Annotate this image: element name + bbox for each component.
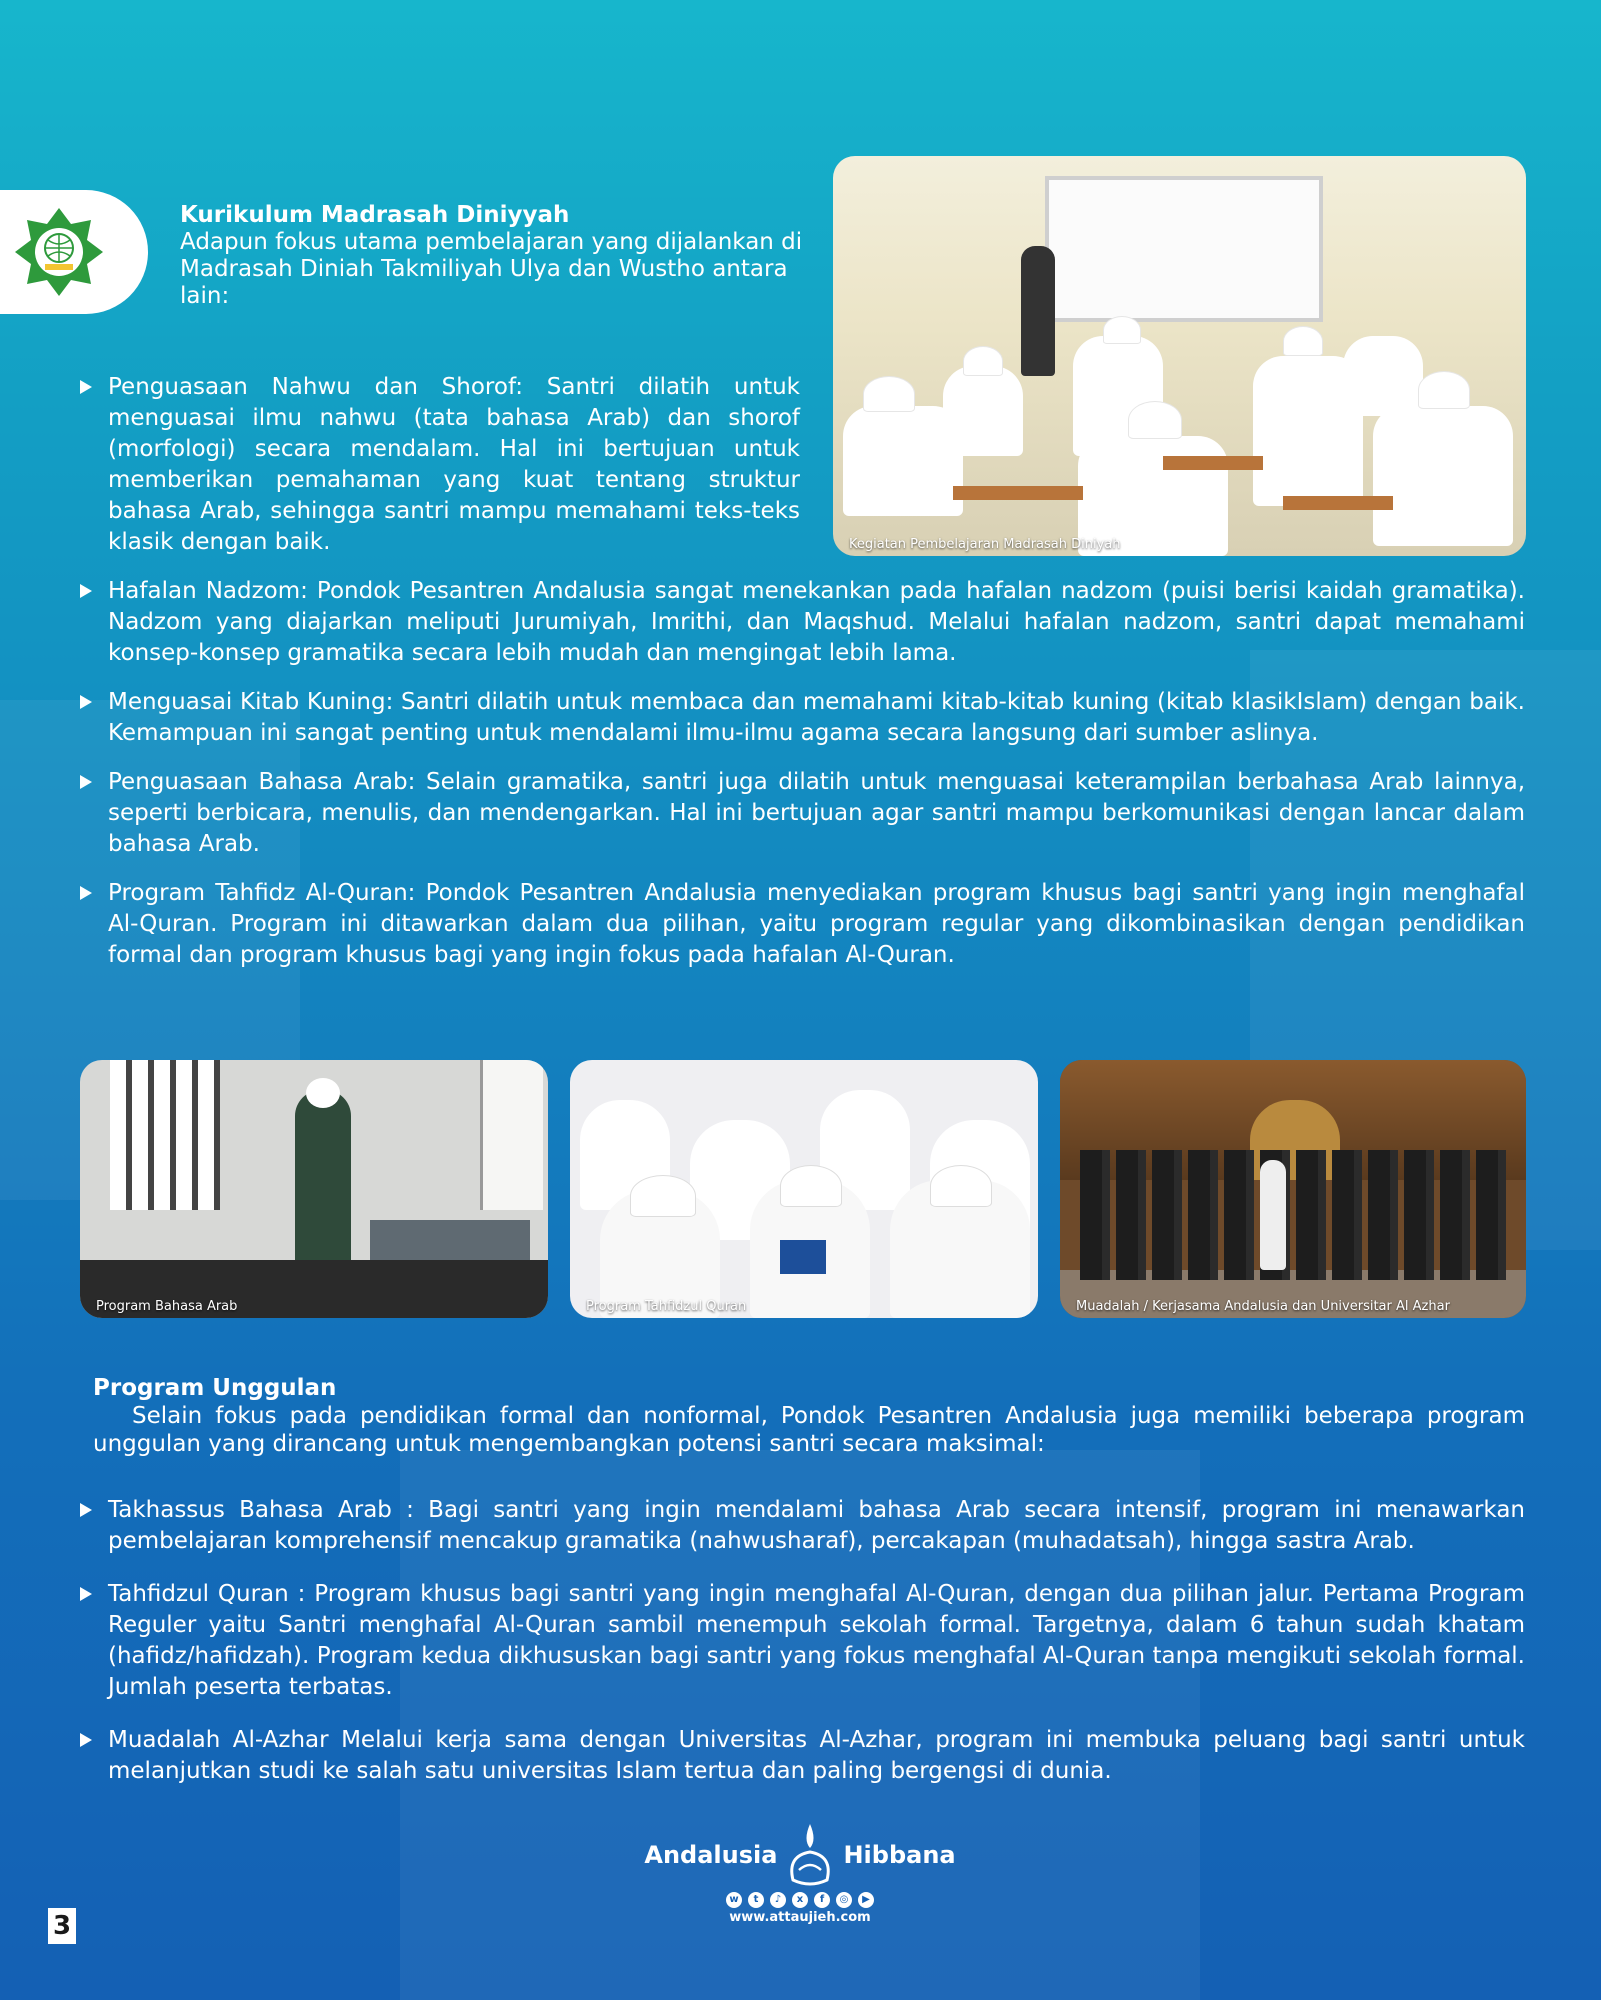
whatsapp-icon[interactable]: w — [726, 1892, 742, 1908]
list-item: Tahfidzul Quran : Program khusus bagi santri yang ingin menghafal Al-Quran, dengan dua pilihan jalur. Pertama Program Reguler yaitu Santri menghafal Al-Quran sambil menempuh sekolah formal. Targetnya, dalam 6 tahun sudah khatam (hafidz/hafidzah). Program kedua dikhususkan bagi santri yang fokus menghafal Al-Quran tanpa mengikuti sekolah formal. Jumlah peserta terbatas. — [80, 1579, 1525, 1703]
curriculum-bullet-list-top — [80, 372, 800, 558]
photo-caption: Program Bahasa Arab — [96, 1299, 238, 1314]
curriculum-intro-text: Adapun fokus utama pembelajaran yang dijalankan di Madrasah Diniah Takmiliyah Ulya dan Wustho antara lain: — [180, 229, 803, 309]
photo-caption: Program Tahfidzul Quran — [586, 1299, 747, 1314]
footer-brand — [600, 1820, 1000, 1925]
calligraphy-logo-icon — [785, 1820, 835, 1890]
list-item: Hafalan Nadzom: Pondok Pesantren Andalusia sangat menekankan pada hafalan nadzom (puisi berisi kaidah gramatika). Nadzom yang diajarkan meliputi Jurumiyah, Imrithi, dan Maqshud. Melalui hafalan nadzom, santri dapat memahami konsep-konsep gramatika secara lebih mudah dan mengingat lebih lama. — [80, 576, 1525, 669]
whiteboard — [1045, 176, 1323, 322]
photo-caption: Kegiatan Pembelajaran Madrasah Diniyah — [849, 537, 1121, 552]
list-item: Menguasai Kitab Kuning: Santri dilatih untuk membaca dan memahami kitab-kitab kuning (kitab klasikIslam) dengan baik. Kemampuan ini sangat penting untuk mendalami ilmu-ilmu agama secara langsung dari sumber aslinya. — [80, 687, 1525, 749]
photo-tahfidz-program — [570, 1060, 1038, 1318]
featured-intro-text: Selain fokus pada pendidikan formal dan nonformal, Pondok Pesantren Andalusia juga memiliki beberapa program unggulan yang dirancang untuk mengembangkan potensi santri secara maksimal: — [93, 1403, 1525, 1457]
photo-alazhar-cooperation — [1060, 1060, 1526, 1318]
youtube-icon[interactable]: ▶ — [858, 1892, 874, 1908]
bullet-arrow-icon — [80, 775, 92, 789]
social-icons — [600, 1892, 1000, 1908]
bullet-arrow-icon — [80, 584, 92, 598]
teacher-figure — [1021, 246, 1055, 376]
list-item: Penguasaan Bahasa Arab: Selain gramatika, santri juga dilatih untuk menguasai keterampilan berbahasa Arab lainnya, seperti berbicara, menulis, dan mendengarkan. Hal ini bertujuan agar santri mampu berkomunikasi dengan lancar dalam bahasa Arab. — [80, 767, 1525, 860]
bullet-arrow-icon — [80, 1587, 92, 1601]
curriculum-intro — [180, 202, 820, 310]
photo-caption: Muadalah / Kerjasama Andalusia dan Universitar Al Azhar — [1076, 1299, 1450, 1314]
bullet-arrow-icon — [80, 695, 92, 709]
photo-classroom — [833, 156, 1526, 556]
website-link[interactable]: www.attaujieh.com — [729, 1910, 871, 1925]
brand-logo: Andalusia Hibbana — [600, 1820, 1000, 1890]
featured-bullet-list — [80, 1495, 1525, 1809]
list-item: Penguasaan Nahwu dan Shorof: Santri dilatih untuk menguasai ilmu nahwu (tata bahasa Arab) dan shorof (morfologi) secara mendalam. Hal ini bertujuan untuk memberikan pemahaman yang kuat tentang struktur bahasa Arab, sehingga santri mampu memahami teks-teks klasik dengan baik. — [80, 372, 800, 558]
list-item: Muadalah Al-Azhar Melalui kerja sama dengan Universitas Al-Azhar, program ini membuka peluang bagi santri untuk melanjutkan studi ke salah satu universitas Islam tertua dan paling bergengsi di dunia. — [80, 1725, 1525, 1787]
x-icon[interactable]: x — [792, 1892, 808, 1908]
bullet-arrow-icon — [80, 886, 92, 900]
featured-programs-section — [93, 1375, 1525, 1458]
photo-arabic-program — [80, 1060, 548, 1318]
instagram-icon[interactable]: ◎ — [836, 1892, 852, 1908]
bullet-arrow-icon — [80, 1503, 92, 1517]
telegram-icon[interactable]: t — [748, 1892, 764, 1908]
page-number: 3 — [48, 1908, 76, 1944]
school-logo — [0, 190, 148, 314]
bullet-arrow-icon — [80, 1733, 92, 1747]
list-item: Takhassus Bahasa Arab : Bagi santri yang ingin mendalami bahasa Arab secara intensif, program ini menawarkan pembelajaran komprehensif mencakup gramatika (nahwusharaf), percakapan (muhadatsah), hingga sastra Arab. — [80, 1495, 1525, 1557]
section-title-featured: Program Unggulan — [93, 1375, 337, 1401]
school-emblem-icon — [11, 204, 107, 300]
bullet-arrow-icon — [80, 380, 92, 394]
curriculum-bullet-list — [80, 576, 1525, 989]
tiktok-icon[interactable]: ♪ — [770, 1892, 786, 1908]
facebook-icon[interactable]: f — [814, 1892, 830, 1908]
section-title-curriculum: Kurikulum Madrasah Diniyyah — [180, 202, 570, 228]
list-item: Program Tahfidz Al-Quran: Pondok Pesantren Andalusia menyediakan program khusus bagi santri yang ingin menghafal Al-Quran. Program ini ditawarkan dalam dua pilihan, yaitu program regular yang dikombinasikan dengan pendidikan formal dan program khusus bagi yang ingin fokus pada hafalan Al-Quran. — [80, 878, 1525, 971]
